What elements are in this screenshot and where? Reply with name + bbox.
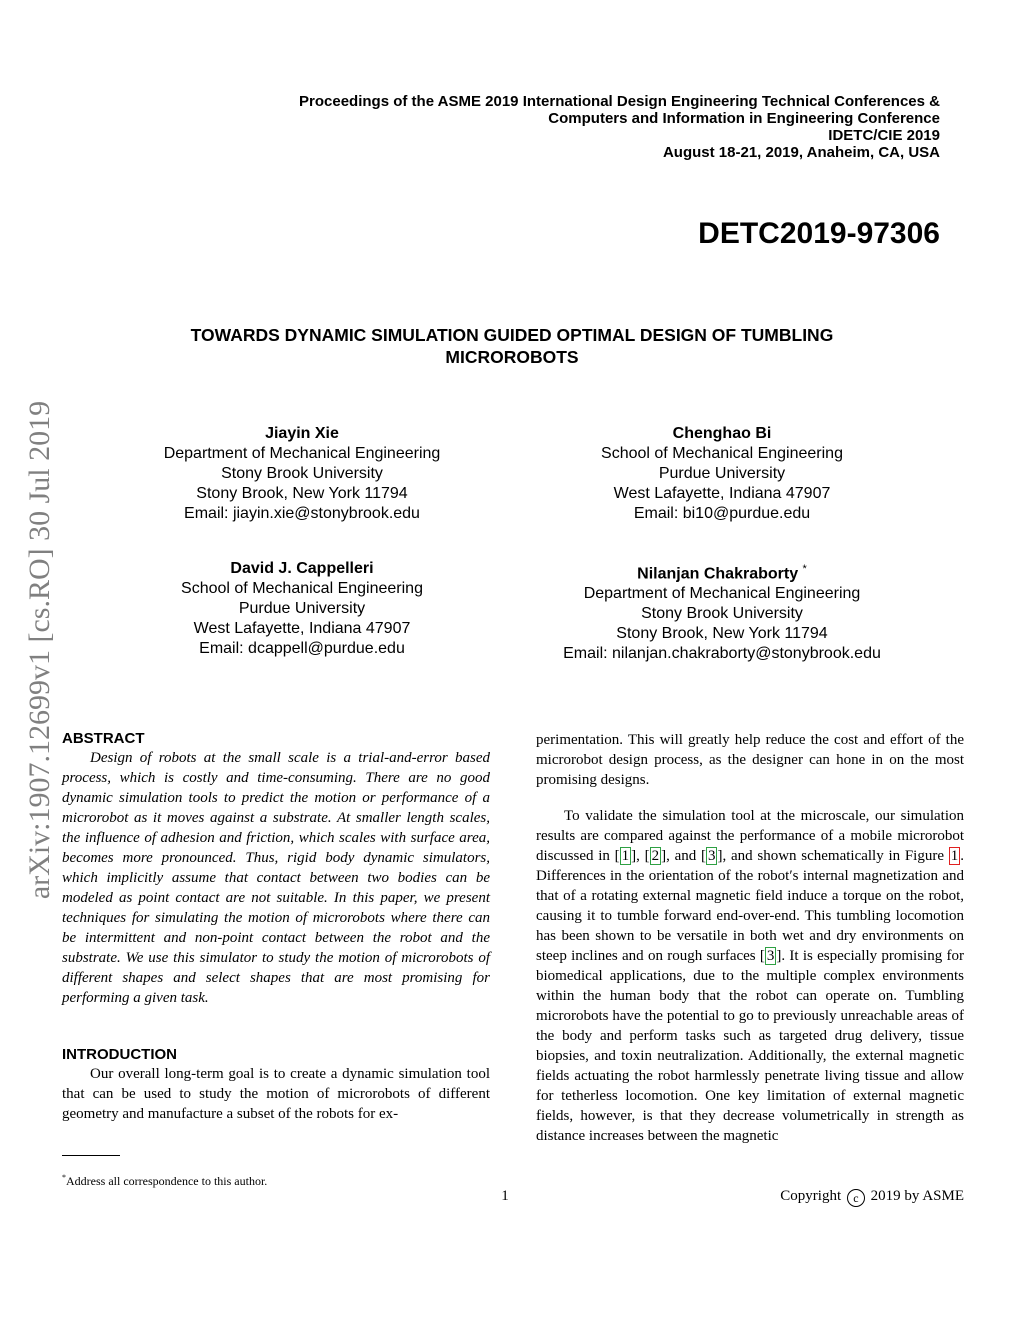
validation-paragraph: To validate the simulation tool at the microscale, our simulation results are compared against the performance of a mobile microrobot discussed in [ 1 ], [ 2 ], and [ 3 ], and shown schematically in Figure 1 . Differences in the orientation of the robot′s internal magnetization and that of a rotating external magnetic field induce a torque on the robot, causing it to tumble forward end-over-end. This tumbling locomotion has been shown to be versatile in both wet and dry environments on steep inclines and on rough surfaces [ 3 ]. It is especially promising for biomedical applications, due to the multiple complex environments within the human body that the robot can operate on. Tumbling microrobots have the potential to go to previously unreachable areas of the body and perform tasks such as targeted drug delivery, tissue biopsies, and toxin neutralization. Additionally, the external magnetic fields actuating the robot harmlessly penetrate living tissue and allow for tetherless locomotion. One key limitation of external magnetic fields, however, is that they decrease volumetrically in strength as distance increases between the magnetic xyxy=(536,808,964,1144)
copyright-label: Copyright xyxy=(780,1188,842,1204)
author-location: West Lafayette, Indiana 47907 xyxy=(613,485,831,502)
paper-title xyxy=(90,324,934,368)
text-span: , and shown schematically in Figure xyxy=(722,848,949,864)
author-name: Jiayin Xie xyxy=(265,425,339,442)
introduction-heading: INTRODUCTION xyxy=(62,1046,177,1063)
author-dept: School of Mechanical Engineering xyxy=(181,580,423,597)
figure-link[interactable]: 1 xyxy=(950,848,959,864)
author-dept: Department of Mechanical Engineering xyxy=(583,585,861,603)
text-span: . Differences in the orientation of the robot′s internal magnetization and that of a rotating external magnetic field induce a torque on the robot, causing it to tumble forward end-over-end. This tumbling locomotion has been shown to be versatile in both wet and dry environments on steep inclines and on rough surfaces xyxy=(536,848,964,964)
intro-continued-paragraph: perimentation. This will greatly help reduce the cost and effort of the microrobot design process, as the designer can hone in on the most promising designs. xyxy=(536,732,964,788)
author-univ: Purdue University xyxy=(238,600,366,617)
footnote-rule xyxy=(62,1155,120,1156)
paper-id: DETC2019-97306 xyxy=(698,217,940,250)
author-name-line xyxy=(512,559,932,584)
header-line-2: Computers and Information in Engineering Conference xyxy=(548,110,940,127)
citation-link[interactable]: 3 xyxy=(766,948,775,964)
author-dept: School of Mechanical Engineering xyxy=(601,445,843,462)
citation-link[interactable]: 2 xyxy=(651,848,660,864)
copyright-symbol: c xyxy=(847,1189,865,1207)
author-dept: Department of Mechanical Engineering xyxy=(163,445,441,462)
abstract-text: Design of robots at the small scale is a trial-and-error based process, which is costly and time-consuming. There are no good dynamic simulation tools to predict the motion or performance of a microrobot as it moves against a substrate. At smaller length scales, the influence of adhesion and friction, which scales with surface area, becomes more pronounced. Thus, rigid body dynamic simulators, which implicitly assume that contact between two bodies can be modeled as point contact are not suitable. In this paper, we present techniques for simulating the motion of microrobots where there can be intermittent and non-point contact between the robot and the substrate. We use this simulator to study the motion of microrobots of different shapes and select shapes that are most promising for performing a given task. xyxy=(62,750,490,1006)
author-univ: Stony Brook University xyxy=(641,605,803,623)
text-span: , and xyxy=(666,848,701,864)
author-name: David J. Cappelleri xyxy=(230,560,374,577)
author-location: Stony Brook, New York 11794 xyxy=(616,625,828,643)
copyright-notice xyxy=(700,1186,964,1207)
author-email: Email: nilanjan.chakraborty@stonybrook.edu xyxy=(563,645,881,663)
author-location: West Lafayette, Indiana 47907 xyxy=(193,620,411,637)
footnote-text: Address all correspondence to this author. xyxy=(66,1174,268,1188)
abstract-heading: ABSTRACT xyxy=(62,730,145,747)
author-name: Nilanjan Chakraborty xyxy=(637,565,799,583)
introduction-text: Our overall long-term goal is to create a dynamic simulation tool that can be used to study the motion of microrobots of different geometry and manufacture a subset of the robots for ex- xyxy=(62,1066,490,1122)
text-span: . It is especially promising for biomedical applications, due to the multiple complex environments within the human body that the robot can operate on. Tumbling microrobots have the potential to go to previously unreachable areas of the body and perform tasks such as targeted drug delivery, tissue biopsies, and toxin neutralization. Additionally, the external magnetic fields actuating the robot harmlessly penetrate living tissue and allow for tetherless locomotion. One key limitation of external magnetic fields, however, is that they decrease volumetrically in strength as distance increases between the magnetic xyxy=(536,948,964,1144)
author-univ: Stony Brook University xyxy=(221,465,383,482)
copyright-year: 2019 by ASME xyxy=(870,1188,964,1204)
author-email: Email: jiayin.xie@stonybrook.edu xyxy=(184,505,420,522)
author-univ: Purdue University xyxy=(658,465,786,482)
arxiv-stamp: arXiv:1907.12699v1 [cs.RO] 30 Jul 2019 xyxy=(23,400,56,900)
header-line-3: IDETC/CIE 2019 xyxy=(828,127,940,144)
citation-link[interactable]: 1 xyxy=(621,848,630,864)
author-block xyxy=(92,424,512,524)
citation-link[interactable]: 3 xyxy=(707,848,716,864)
header-line-4: August 18-21, 2019, Anaheim, CA, USA xyxy=(662,144,940,161)
author-email: Email: bi10@purdue.edu xyxy=(633,505,811,522)
title-line-2: MICROROBOTS xyxy=(445,347,579,367)
author-email: Email: dcappell@purdue.edu xyxy=(199,640,405,657)
author-block xyxy=(512,559,932,664)
text-span: To validate the simulation tool at the microscale, our simulation results are compared against the performance of a mobile microrobot discussed in xyxy=(536,808,964,864)
footnote xyxy=(62,1170,482,1189)
left-column xyxy=(62,730,490,1124)
author-block xyxy=(92,559,512,659)
right-column xyxy=(536,730,964,1146)
header-line-1: Proceedings of the ASME 2019 International Design Engineering Technical Conferences & xyxy=(299,93,940,110)
page-number: 1 xyxy=(501,1188,509,1204)
text-span: , xyxy=(636,848,645,864)
conference-header xyxy=(160,93,940,161)
footnote-mark: * xyxy=(62,1173,66,1182)
author-name: Chenghao Bi xyxy=(672,425,772,442)
title-line-1: TOWARDS DYNAMIC SIMULATION GUIDED OPTIMAL DESIGN OF TUMBLING xyxy=(190,325,834,345)
corresponding-author-mark: * xyxy=(802,563,807,575)
author-location: Stony Brook, New York 11794 xyxy=(196,485,408,502)
author-block xyxy=(512,424,932,524)
